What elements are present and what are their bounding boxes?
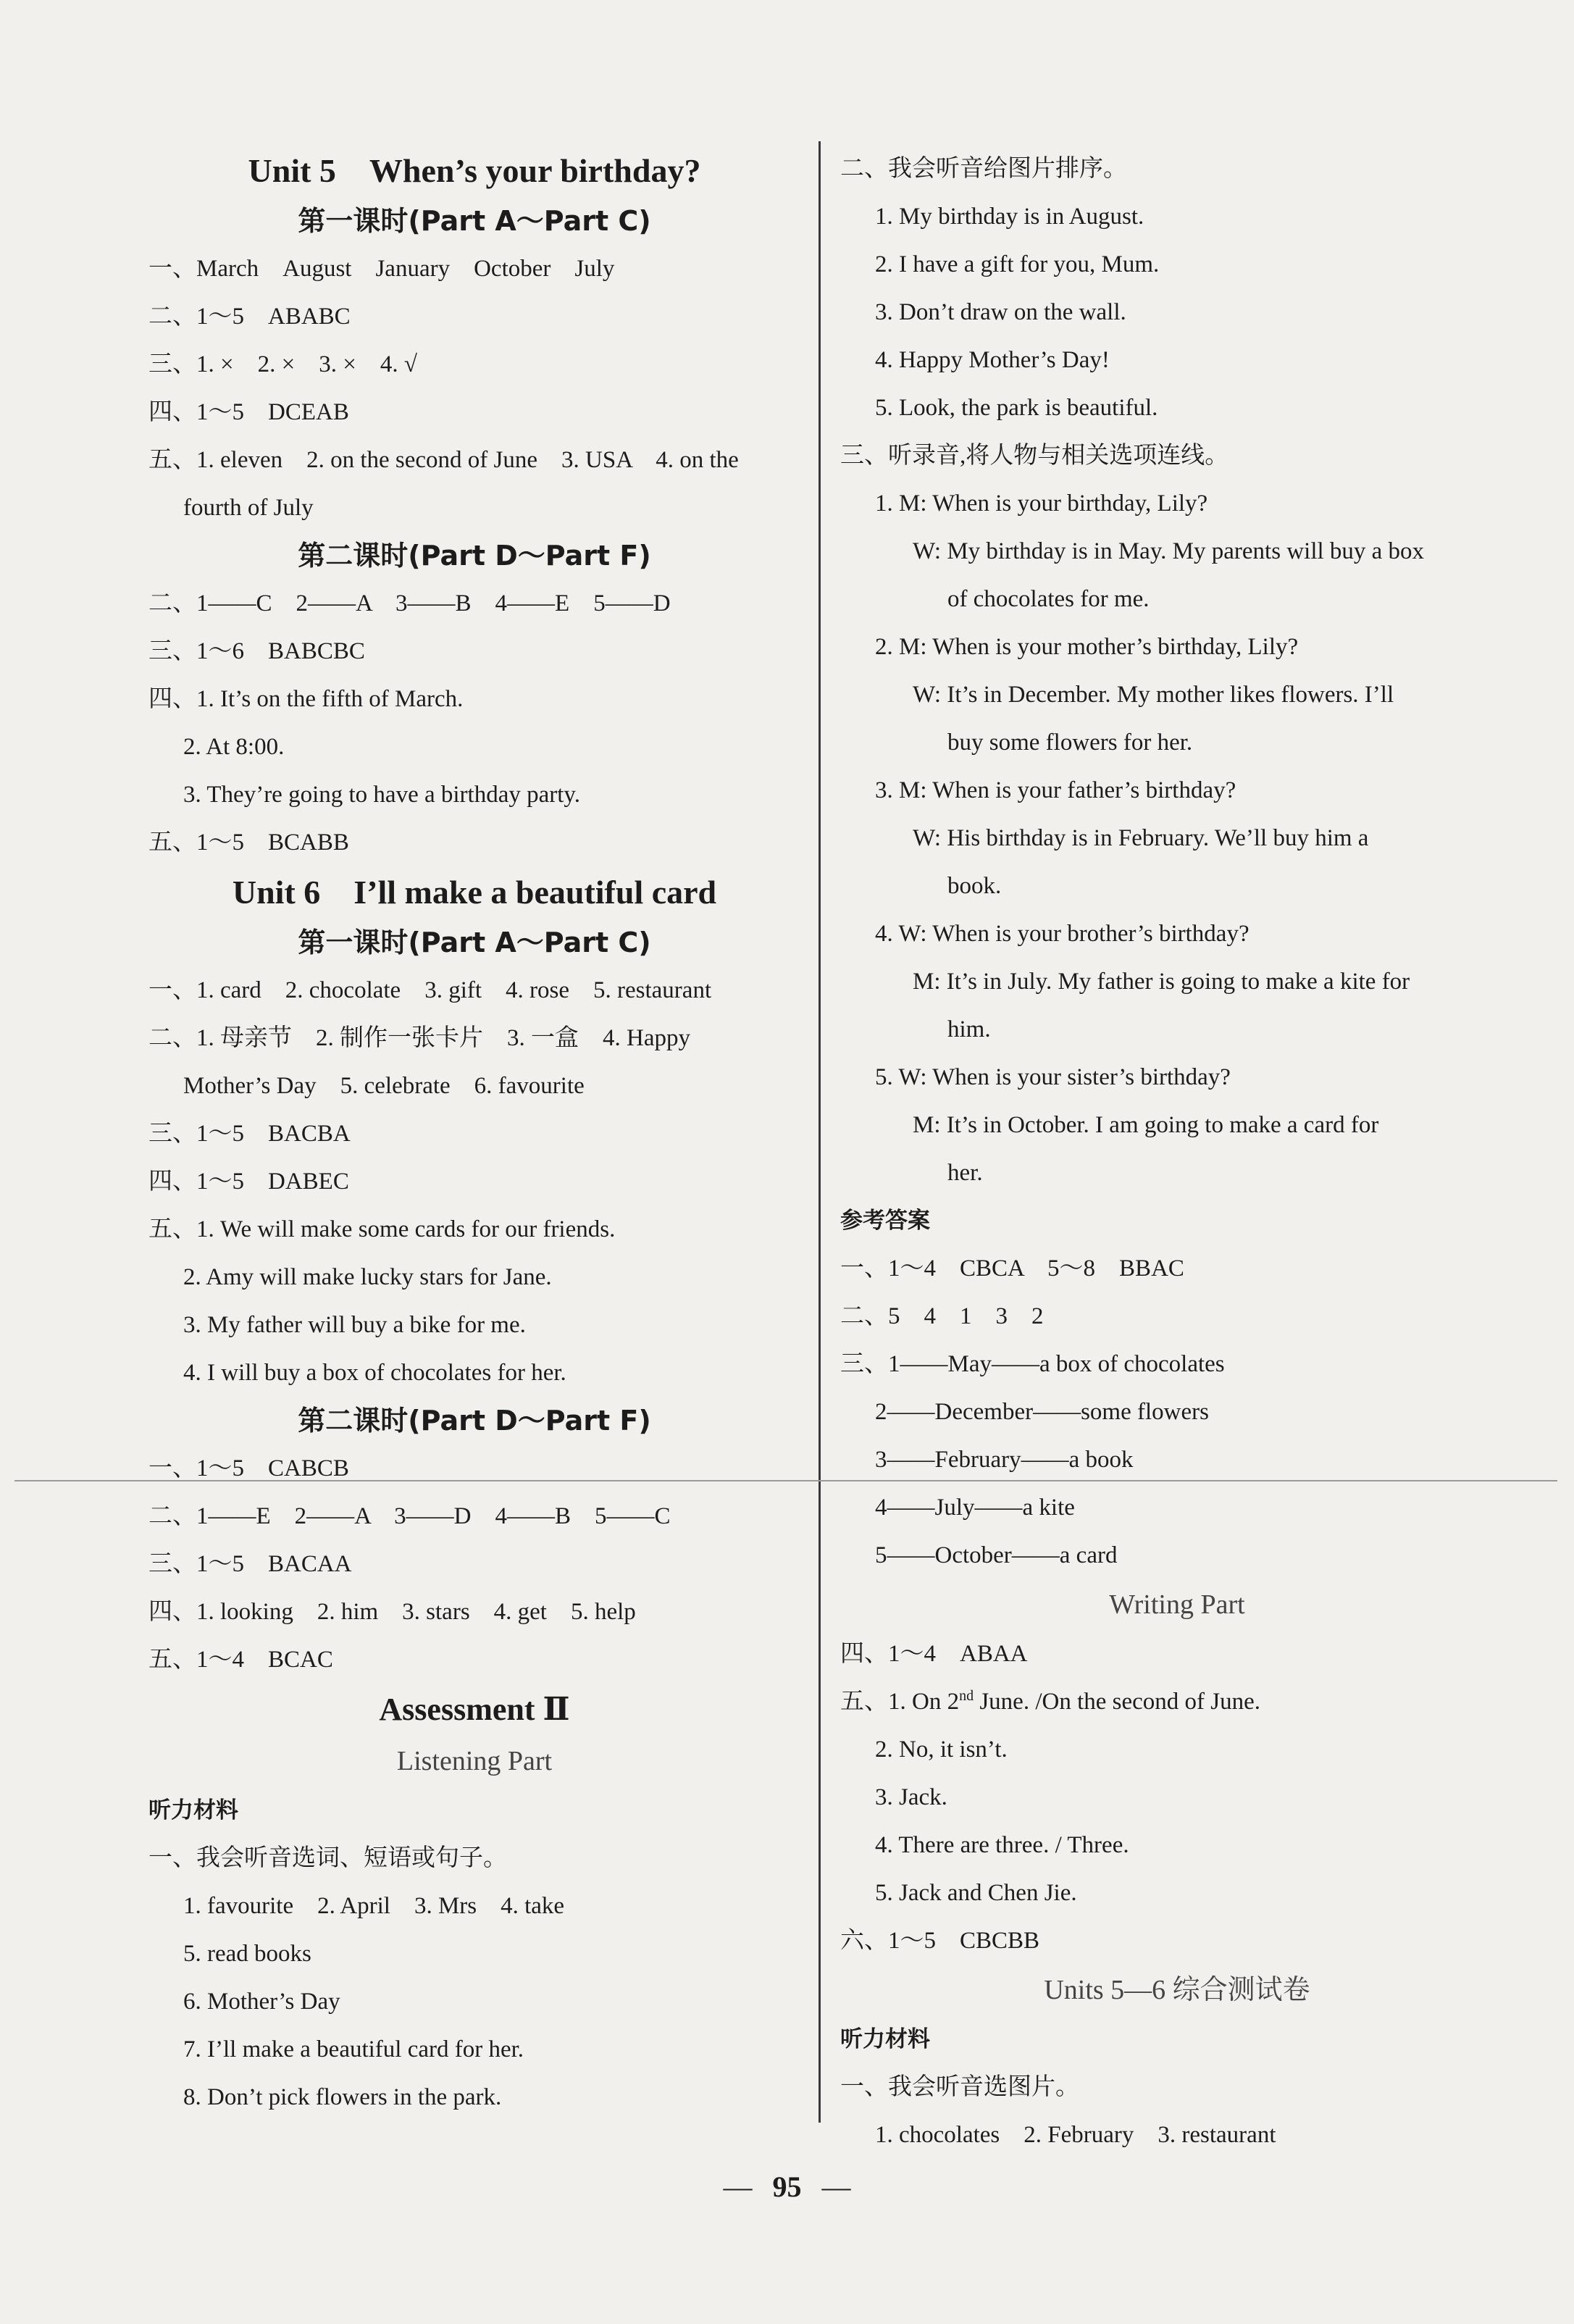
reference-answers-heading: 参考答案 bbox=[840, 1208, 930, 1234]
answer-line: 三、1. × 2. × 3. × 4. √ bbox=[148, 351, 417, 377]
answer-line: 2. Amy will make lucky stars for Jane. bbox=[183, 1264, 552, 1290]
answer-line: 二、5 4 1 3 2 bbox=[840, 1303, 1044, 1329]
answer-line: 1. chocolates 2. February 3. restaurant bbox=[875, 2122, 1276, 2148]
answer-line: 5. Jack and Chen Jie. bbox=[875, 1880, 1077, 1906]
units-test-title: Units 5—6 综合测试卷 bbox=[1044, 1975, 1310, 2005]
unit6-lesson1-title: 第一课时(Part A～Part C) bbox=[298, 927, 651, 958]
listening-part-label: Listening Part bbox=[396, 1746, 553, 1776]
answer-line: 7. I’ll make a beautiful card for her. bbox=[183, 2036, 524, 2062]
dialogue-answer: of chocolates for me. bbox=[947, 586, 1150, 612]
transcript-line: 1. My birthday is in August. bbox=[875, 204, 1144, 230]
answer-line: 2. No, it isn’t. bbox=[875, 1736, 1008, 1763]
assessment-title: Assessment Ⅱ bbox=[379, 1692, 570, 1727]
column-divider bbox=[819, 141, 821, 2123]
dialogue-answer: buy some flowers for her. bbox=[947, 730, 1193, 756]
answer-line: 二、1——E 2——A 3——D 4——B 5——C bbox=[148, 1503, 671, 1529]
answer-line: 3——February——a book bbox=[875, 1447, 1134, 1473]
answer-line: 四、1. It’s on the fifth of March. bbox=[148, 686, 464, 712]
answer-line: 4——July——a kite bbox=[875, 1495, 1075, 1521]
dialogue-answer: M: It’s in July. My father is going to make a kite for bbox=[913, 969, 1410, 995]
unit6-title: Unit 6 I’ll make a beautiful card bbox=[232, 874, 717, 911]
answer-line: 五、1～5 BCABB bbox=[148, 829, 349, 856]
answer-line: 8. Don’t pick flowers in the park. bbox=[183, 2084, 502, 2110]
dialogue-answer: him. bbox=[947, 1016, 991, 1042]
answer-line: 2——December——some flowers bbox=[875, 1399, 1209, 1425]
answer-line: 3. My father will buy a bike for me. bbox=[183, 1312, 526, 1338]
section-title: 二、我会听音给图片排序。 bbox=[840, 156, 1127, 182]
ordinal-suffix: nd bbox=[959, 1688, 974, 1704]
answer-line bbox=[840, 1678, 1514, 1726]
answer-line: 3. Jack. bbox=[875, 1784, 947, 1810]
unit5-lesson1-title: 第一课时(Part A～Part C) bbox=[298, 205, 651, 237]
dialogue-question: 4. W: When is your brother’s birthday? bbox=[875, 921, 1249, 947]
answer-line: 4. I will buy a box of chocolates for her. bbox=[183, 1360, 566, 1386]
answer-line: 3. They’re going to have a birthday party. bbox=[183, 782, 580, 808]
section-title: 三、听录音,将人物与相关选项连线。 bbox=[840, 443, 1229, 469]
dialogue-question: 2. M: When is your mother’s birthday, Lily? bbox=[875, 634, 1299, 660]
answer-line: 1. favourite 2. April 3. Mrs 4. take bbox=[183, 1893, 565, 1919]
answer-line: 四、1. looking 2. him 3. stars 4. get 5. help bbox=[148, 1599, 636, 1625]
dialogue-answer: M: It’s in October. I am going to make a card for bbox=[913, 1112, 1379, 1138]
answer-line: 五、1. eleven 2. on the second of June 3. USA 4. on the bbox=[148, 447, 739, 473]
answer-line: 四、1～4 ABAA bbox=[840, 1641, 1028, 1667]
answer-line: 三、1～6 BABCBC bbox=[148, 638, 365, 664]
answer-line: 6. Mother’s Day bbox=[183, 1989, 340, 2015]
answer-line: 一、1～4 CBCA 5～8 BBAC bbox=[840, 1255, 1184, 1282]
page-number: — 95 — bbox=[723, 2170, 851, 2203]
transcript-line: 3. Don’t draw on the wall. bbox=[875, 299, 1126, 325]
dialogue-answer: W: His birthday is in February. We’ll buy him a bbox=[913, 825, 1369, 851]
right-column bbox=[840, 145, 1514, 2159]
answer-line: 5. read books bbox=[183, 1941, 311, 1967]
answer-line: 5——October——a card bbox=[875, 1542, 1118, 1568]
dialogue-question: 1. M: When is your birthday, Lily? bbox=[875, 490, 1208, 517]
answer-line: fourth of July bbox=[183, 495, 314, 521]
listening-material-heading: 听力材料 bbox=[840, 2026, 930, 2052]
answer-line: 四、1～5 DCEAB bbox=[148, 399, 349, 425]
unit6-lesson2-title: 第二课时(Part D～Part F) bbox=[298, 1405, 651, 1437]
answer-line: 一、1～5 CABCB bbox=[148, 1455, 349, 1481]
answer-line: 五、1～4 BCAC bbox=[148, 1647, 333, 1673]
answer-line: Mother’s Day 5. celebrate 6. favourite bbox=[183, 1073, 585, 1099]
answer-line: 二、1——C 2——A 3——B 4——E 5——D bbox=[148, 590, 671, 616]
answer-line: 三、1——May——a box of chocolates bbox=[840, 1351, 1225, 1377]
answer-line: 一、March August January October July bbox=[148, 256, 615, 282]
answer-text: June. /On the second of June. bbox=[974, 1689, 1261, 1715]
answer-line: 4. There are three. / Three. bbox=[875, 1832, 1129, 1858]
dialogue-answer: book. bbox=[947, 873, 1002, 899]
answer-line: 二、1. 母亲节 2. 制作一张卡片 3. 一盒 4. Happy bbox=[148, 1025, 690, 1051]
answer-line: 五、1. We will make some cards for our friends. bbox=[148, 1216, 616, 1242]
writing-part-label: Writing Part bbox=[1109, 1589, 1245, 1620]
dialogue-question: 5. W: When is your sister’s birthday? bbox=[875, 1064, 1231, 1090]
answer-line: 2. At 8:00. bbox=[183, 734, 285, 760]
dialogue-answer: her. bbox=[947, 1160, 983, 1186]
answer-line: 六、1～5 CBCBB bbox=[840, 1928, 1040, 1954]
unit5-title: Unit 5 When’s your birthday? bbox=[248, 152, 701, 189]
answer-line: 四、1～5 DABEC bbox=[148, 1169, 349, 1195]
transcript-line: 2. I have a gift for you, Mum. bbox=[875, 251, 1160, 277]
answer-text: 五、1. On 2 bbox=[840, 1689, 960, 1715]
answer-line: 二、1～5 ABABC bbox=[148, 304, 351, 330]
transcript-line: 4. Happy Mother’s Day! bbox=[875, 347, 1110, 373]
unit5-lesson2-title: 第二课时(Part D～Part F) bbox=[298, 540, 651, 572]
dialogue-question: 3. M: When is your father’s birthday? bbox=[875, 777, 1236, 803]
left-column bbox=[148, 145, 800, 2121]
dialogue-answer: W: It’s in December. My mother likes flowers. I’ll bbox=[913, 682, 1394, 708]
answer-line: 三、1～5 BACAA bbox=[148, 1551, 352, 1577]
answer-line: 三、1～5 BACBA bbox=[148, 1121, 351, 1147]
dialogue-answer: W: My birthday is in May. My parents will buy a box bbox=[913, 538, 1425, 564]
transcript-line: 5. Look, the park is beautiful. bbox=[875, 395, 1158, 421]
section-title: 一、我会听音选词、短语或句子。 bbox=[148, 1845, 507, 1871]
page-number-value: 95 bbox=[772, 2170, 802, 2203]
section-title: 一、我会听音选图片。 bbox=[840, 2074, 1079, 2100]
listening-material-heading: 听力材料 bbox=[148, 1797, 238, 1823]
answer-line: 一、1. card 2. chocolate 3. gift 4. rose 5. restaurant bbox=[148, 977, 712, 1003]
